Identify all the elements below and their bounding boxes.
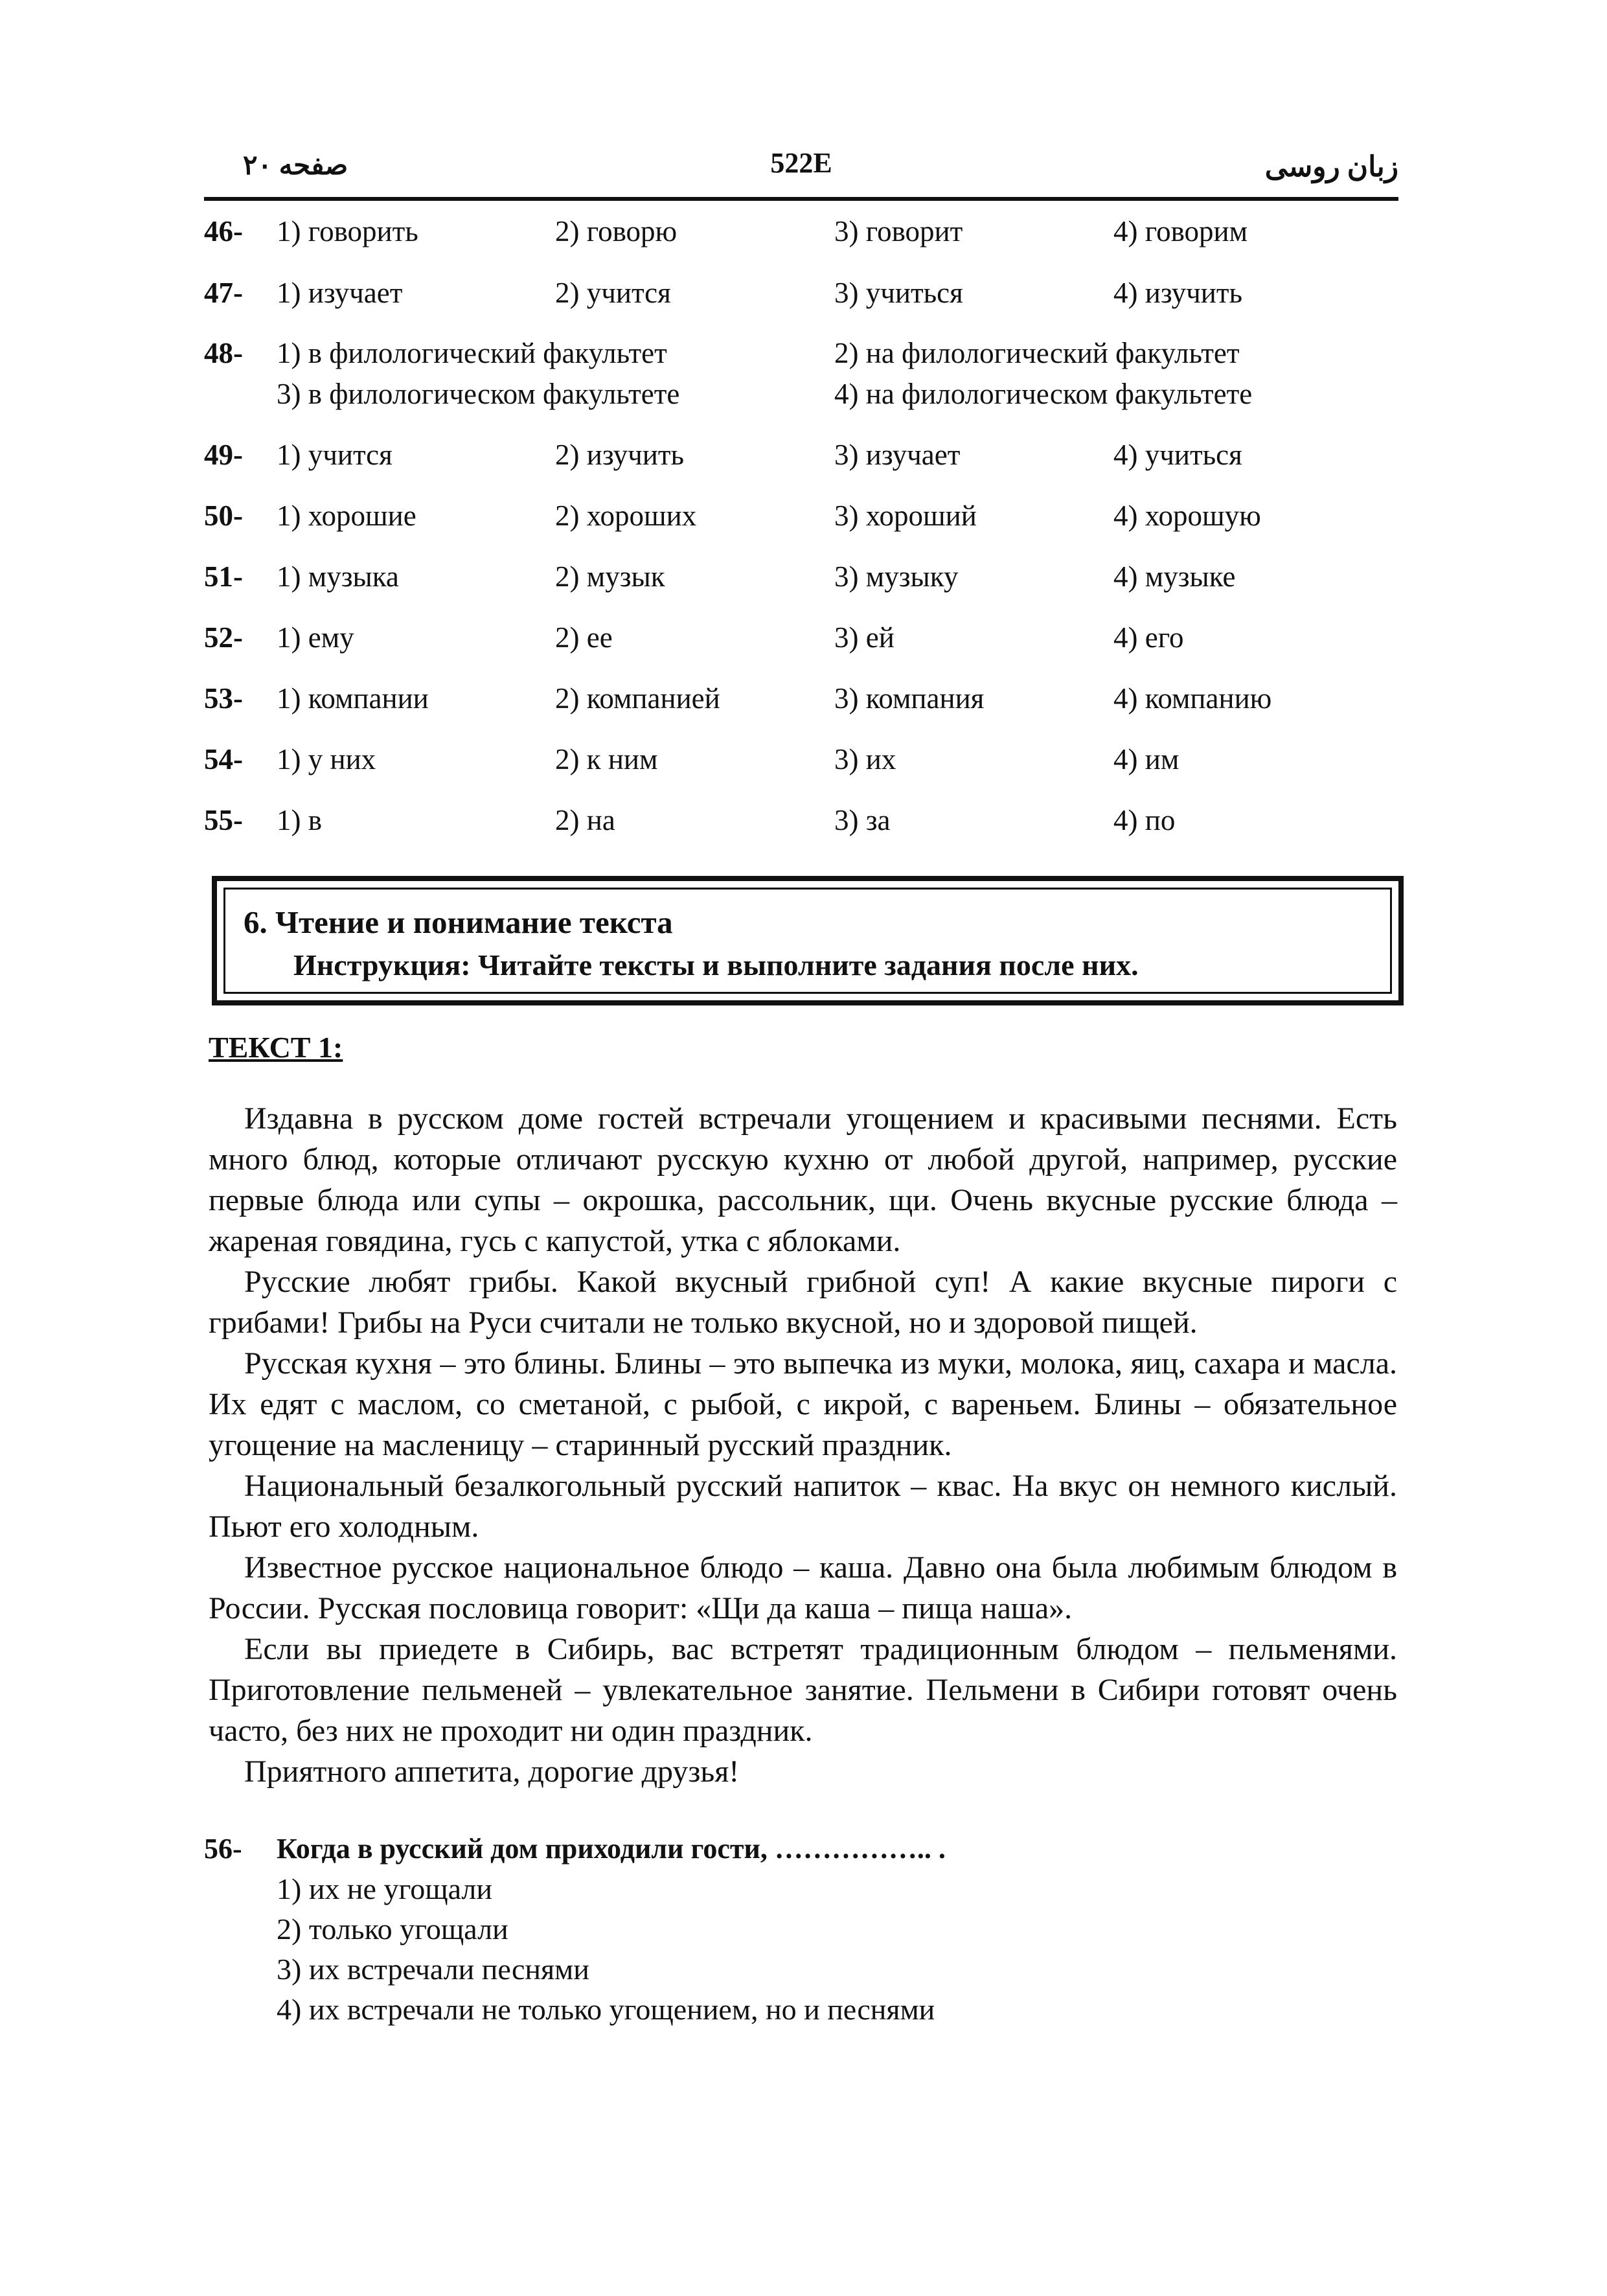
passage-paragraph: Русская кухня – это блины. Блины – это выпечка из муки, молока, яиц, сахара и масла. Их едят с маслом, со сметаной, с рыбой, с икрой, с вареньем. Блины – обязательное угощение на масленицу – старинный русский праздник. [209, 1346, 1397, 1462]
question-number: 50- [204, 499, 243, 532]
passage-paragraph: Национальный безалкогольный русский напиток – квас. На вкус он немного кислый. Пьют его холодным. [209, 1469, 1397, 1544]
section-title: 6. Чтение и понимание текста [244, 904, 673, 940]
question-number: 46- [204, 215, 243, 247]
page-number: صفحه ۲۰ [243, 151, 348, 181]
option-1[interactable]: 1) учится [277, 439, 393, 471]
question-48 [204, 333, 1402, 417]
option-1[interactable]: 1) в филологический факультет [277, 337, 667, 369]
option-3[interactable]: 3) за [834, 804, 891, 836]
passage-paragraph: Издавна в русском доме гостей встречали угощением и красивыми песнями. Есть много блюд, которые отличают русскую кухню от любой другой, например, русские первые блюда или супы – окрошка, рассольник, щи. Очень вкусные русские блюда – жареная говядина, гусь с капустой, утка с яблоками. [209, 1101, 1397, 1258]
option-3[interactable]: 3) музыку [834, 560, 959, 593]
exam-code: 522E [770, 147, 832, 179]
choice-3[interactable]: 3) их встречали песнями [277, 1953, 589, 1986]
option-4[interactable]: 4) учиться [1113, 439, 1242, 471]
choice-2[interactable]: 2) только угощали [277, 1912, 508, 1946]
option-1[interactable]: 1) в [277, 804, 322, 836]
question-number: 48- [204, 337, 243, 369]
question-number: 55- [204, 804, 243, 836]
option-1[interactable]: 1) музыка [277, 560, 399, 593]
question-number: 49- [204, 439, 243, 471]
choice-4[interactable]: 4) их встречали не только угощением, но и песнями [277, 1993, 935, 2026]
option-4[interactable]: 4) хорошую [1113, 499, 1261, 532]
option-2[interactable]: 2) на [555, 804, 615, 836]
question-number: 47- [204, 277, 243, 309]
option-4[interactable]: 4) им [1113, 743, 1180, 775]
option-4[interactable]: 4) его [1113, 621, 1184, 654]
option-4[interactable]: 4) говорим [1113, 215, 1248, 247]
question-number: 51- [204, 560, 243, 593]
option-3[interactable]: 3) хороший [834, 499, 977, 532]
passage-paragraph: Если вы приедете в Сибирь, вас встретят традиционным блюдом – пельменями. Приготовление пельменей – увлекательное занятие. Пельмени в Сибири готовят очень часто, без них не проходит ни один праздник. [209, 1632, 1397, 1748]
option-2[interactable]: 2) компанией [555, 682, 720, 715]
option-3[interactable]: 3) их [834, 743, 896, 775]
passage-paragraph: Русские любят грибы. Какой вкусный грибной суп! А какие вкусные пироги с грибами! Грибы на Руси считали не только вкусной, но и здоровой пищей. [209, 1265, 1397, 1340]
option-1[interactable]: 1) компании [277, 682, 429, 715]
section-inner-frame [223, 888, 1392, 994]
option-2[interactable]: 2) музык [555, 560, 665, 593]
section-instruction: Инструкция: Читайте тексты и выполните задания после них. [293, 948, 1139, 982]
option-3[interactable]: 3) компания [834, 682, 985, 715]
subject-title: زبان روسی [1264, 151, 1398, 183]
option-1[interactable]: 1) ему [277, 621, 354, 654]
option-3[interactable]: 3) изучает [834, 439, 961, 471]
question-number: 54- [204, 743, 243, 775]
page-header [204, 144, 1398, 201]
question-number: 56- [204, 1833, 242, 1865]
option-2[interactable]: 2) на филологический факультет [834, 337, 1240, 369]
option-3[interactable]: 3) говорит [834, 215, 963, 247]
option-1[interactable]: 1) говорить [277, 215, 418, 247]
option-2[interactable]: 2) ее [555, 621, 613, 654]
option-2[interactable]: 2) учится [555, 277, 671, 309]
question-stem: Когда в русский дом приходили гости, …………….. . [277, 1833, 946, 1865]
choice-1[interactable]: 1) их не угощали [277, 1872, 493, 1905]
option-2[interactable]: 2) к ним [555, 743, 658, 775]
option-2[interactable]: 2) изучить [555, 439, 685, 471]
option-1[interactable]: 1) изучает [277, 277, 403, 309]
option-1[interactable]: 1) у них [277, 743, 376, 775]
option-4[interactable]: 4) на филологическом факультете [834, 378, 1253, 410]
reading-passage [209, 1098, 1397, 1792]
option-4[interactable]: 4) изучить [1113, 277, 1243, 309]
question-number: 52- [204, 621, 243, 654]
option-3[interactable]: 3) учиться [834, 277, 963, 309]
option-2[interactable]: 2) говорю [555, 215, 678, 247]
option-2[interactable]: 2) хороших [555, 499, 697, 532]
passage-paragraph: Приятного аппетита, дорогие друзья! [244, 1754, 740, 1789]
passage-paragraph: Известное русское национальное блюдо – каша. Давно она была любимым блюдом в России. Русская пословица говорит: «Щи да каша – пища наша». [209, 1550, 1397, 1625]
option-4[interactable]: 4) музыке [1113, 560, 1236, 593]
option-4[interactable]: 4) компанию [1113, 682, 1272, 715]
text-label: ТЕКСТ 1: [209, 1031, 343, 1064]
section-header-box [212, 876, 1404, 1005]
option-4[interactable]: 4) по [1113, 804, 1176, 836]
option-3[interactable]: 3) ей [834, 621, 895, 654]
option-3[interactable]: 3) в филологическом факультете [277, 378, 680, 410]
question-number: 53- [204, 682, 243, 715]
option-1[interactable]: 1) хорошие [277, 499, 416, 532]
